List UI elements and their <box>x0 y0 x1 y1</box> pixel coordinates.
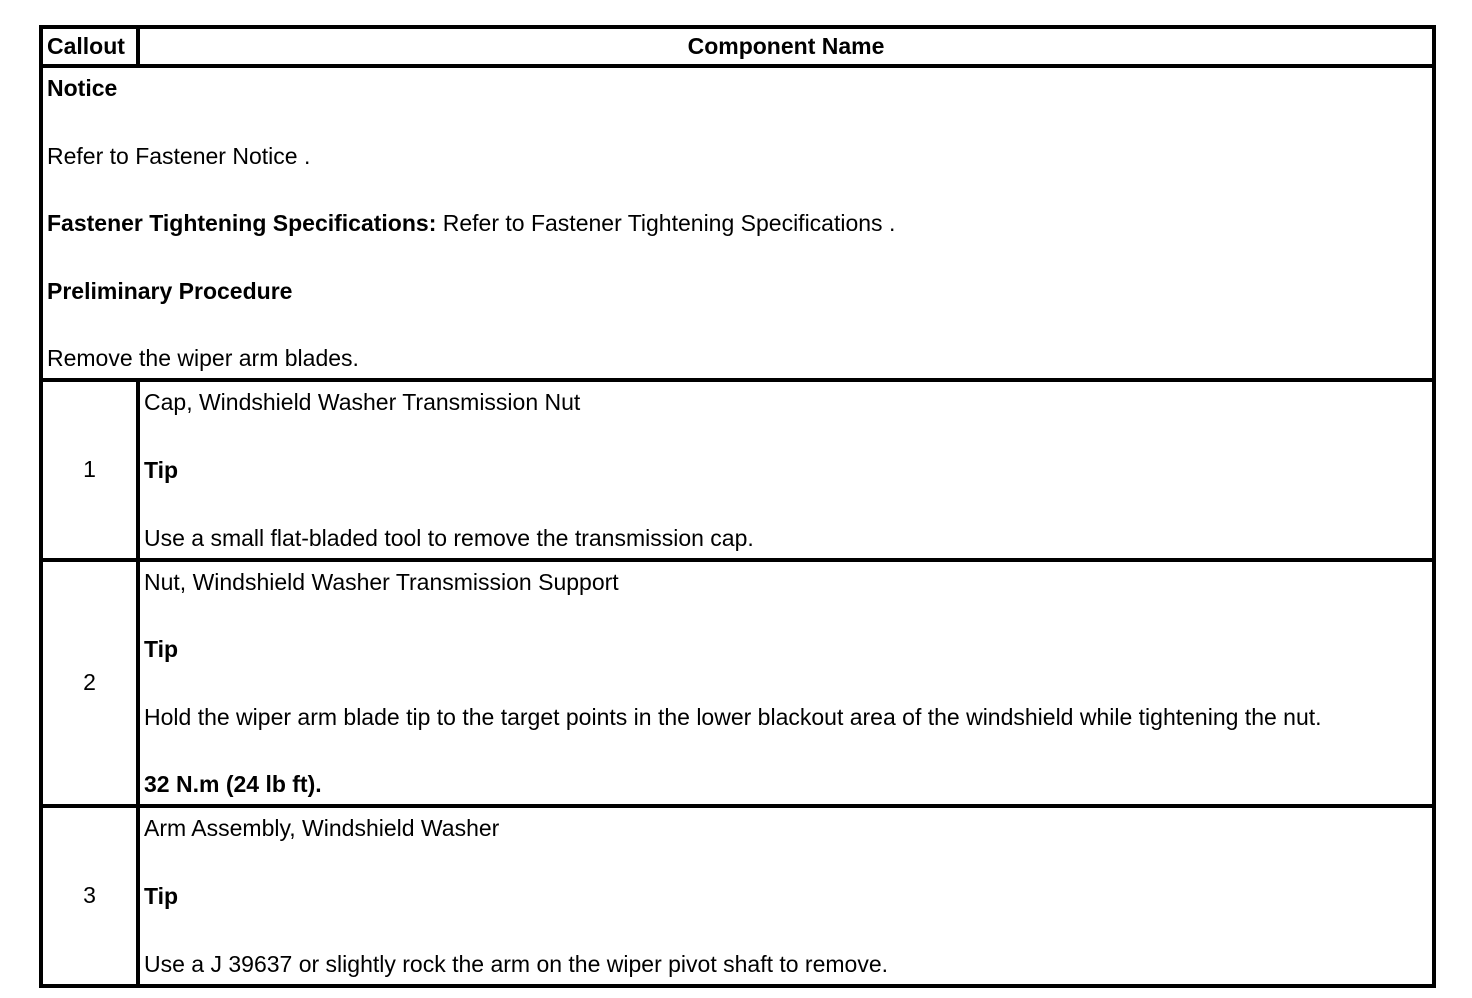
preliminary-procedure-text: Remove the wiper arm blades. <box>47 345 359 372</box>
notice-cell <box>41 66 1434 380</box>
table-row <box>41 806 1434 985</box>
component-name: Cap, Windshield Washer Transmission Nut <box>144 389 581 416</box>
table-header-row <box>41 27 1434 66</box>
component-name: Nut, Windshield Washer Transmission Support <box>144 568 619 595</box>
notice-title: Notice <box>47 75 118 101</box>
tip-label: Tip <box>144 456 179 483</box>
callout-column-header: Callout <box>41 27 138 66</box>
procedure-table-container <box>39 25 1432 988</box>
table-row <box>41 560 1434 807</box>
component-name: Arm Assembly, Windshield Washer <box>144 815 500 842</box>
tip-text: Use a small flat-bladed tool to remove the transmission cap. <box>144 524 754 551</box>
preliminary-procedure-title: Preliminary Procedure <box>47 277 293 304</box>
tip-text: Use a J 39637 or slightly rock the arm on the wiper pivot shaft to remove. <box>144 950 889 977</box>
fastener-spec-line <box>47 203 1432 271</box>
notice-refer-text: Refer to Fastener Notice . <box>47 142 311 169</box>
fastener-spec-text: Refer to Fastener Tightening Specifications . <box>436 210 896 237</box>
torque-spec: 32 N.m (24 lb ft). <box>144 771 322 798</box>
callout-number: 2 <box>41 560 138 807</box>
callout-number: 1 <box>41 380 138 559</box>
tip-label: Tip <box>144 636 179 663</box>
component-cell <box>138 806 1434 985</box>
component-cell <box>138 380 1434 559</box>
component-name-column-header: Component Name <box>138 27 1434 66</box>
procedure-table <box>39 25 1436 988</box>
component-cell <box>138 560 1434 807</box>
fastener-spec-label: Fastener Tightening Specifications: <box>47 210 437 237</box>
table-row <box>41 380 1434 559</box>
notice-row <box>41 66 1434 380</box>
tip-text: Hold the wiper arm blade tip to the target points in the lower blackout area of the windshield while tightening the nut. <box>144 703 1322 730</box>
callout-number: 3 <box>41 806 138 985</box>
tip-label: Tip <box>144 882 179 909</box>
